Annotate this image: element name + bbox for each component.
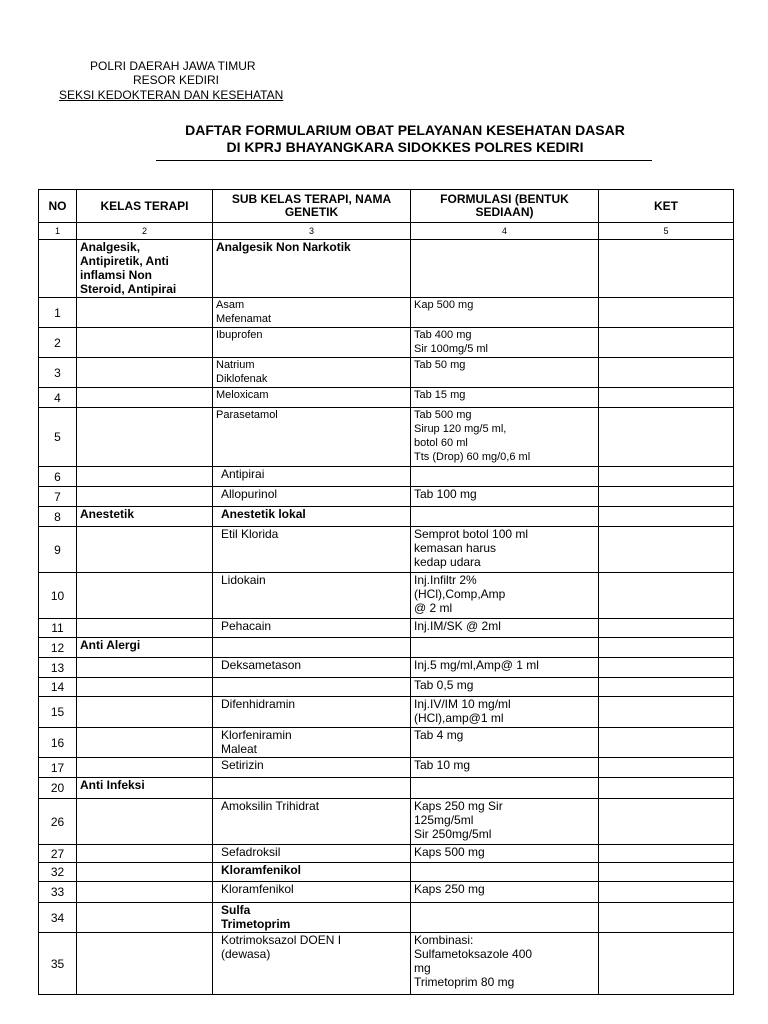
row-sub-kelas [213,638,411,658]
row-kelas-terapi [77,408,213,467]
row-no: 34 [39,903,77,933]
row-sub-kelas: Setirizin [213,758,411,778]
table-row [39,240,734,298]
table-row [39,728,734,758]
row-kelas-terapi [77,658,213,678]
table-row [39,487,734,507]
row-formulasi: Inj.IV/IM 10 mg/ml (HCl),amp@1 ml [411,697,599,728]
col-number: 3 [213,223,411,240]
row-kelas-terapi [77,388,213,408]
row-kelas-terapi [77,799,213,845]
row-ket [599,619,734,638]
row-ket [599,799,734,845]
row-kelas-terapi [77,728,213,758]
row-no: 14 [39,678,77,697]
row-ket [599,758,734,778]
row-ket [599,845,734,863]
row-sub-kelas: Difenhidramin [213,697,411,728]
row-sub-kelas: Allopurinol [213,487,411,507]
row-formulasi [411,467,599,487]
row-no: 15 [39,697,77,728]
table-row [39,328,734,358]
row-ket [599,697,734,728]
row-no: 17 [39,758,77,778]
row-formulasi [411,778,599,799]
row-no: 2 [39,328,77,358]
table-row [39,388,734,408]
row-no: 8 [39,507,77,527]
row-formulasi: Tab 400 mg Sir 100mg/5 ml [411,328,599,358]
row-kelas-terapi: Analgesik, Antipiretik, Anti inflamsi Non Steroid, Antipirai [77,240,213,298]
row-formulasi: Kaps 250 mg [411,882,599,903]
table-row [39,863,734,882]
row-no: 16 [39,728,77,758]
col-number: 5 [599,223,734,240]
row-formulasi [411,903,599,933]
row-no: 13 [39,658,77,678]
row-ket [599,778,734,799]
row-sub-kelas: Deksametason [213,658,411,678]
row-sub-kelas: Amoksilin Trihidrat [213,799,411,845]
row-ket [599,933,734,995]
table-row [39,845,734,863]
row-kelas-terapi [77,758,213,778]
table-row [39,697,734,728]
row-kelas-terapi [77,619,213,638]
row-ket [599,573,734,619]
row-no: 5 [39,408,77,467]
row-no: 11 [39,619,77,638]
col-number: 2 [77,223,213,240]
row-no: 26 [39,799,77,845]
row-formulasi [411,638,599,658]
header-ket: KET [599,190,734,223]
table-row [39,573,734,619]
row-formulasi [411,507,599,527]
table-row [39,298,734,328]
row-sub-kelas: Sefadroksil [213,845,411,863]
row-kelas-terapi [77,863,213,882]
row-kelas-terapi [77,573,213,619]
row-no: 7 [39,487,77,507]
header-sub-kelas-terapi: SUB KELAS TERAPI, NAMA GENETIK [213,190,411,223]
row-sub-kelas: Meloxicam [213,388,411,408]
row-no: 9 [39,527,77,573]
row-sub-kelas: Antipirai [213,467,411,487]
row-ket [599,678,734,697]
column-number-row [39,223,734,240]
row-formulasi: Tab 50 mg [411,358,599,388]
row-ket [599,388,734,408]
table-row [39,778,734,799]
org-line-1: POLRI DAERAH JAWA TIMUR [90,59,256,73]
row-kelas-terapi: Anti Alergi [77,638,213,658]
row-no [39,240,77,298]
row-no: 10 [39,573,77,619]
row-sub-kelas: Etil Klorida [213,527,411,573]
table-row [39,933,734,995]
table-row [39,678,734,697]
table-row [39,619,734,638]
row-no: 1 [39,298,77,328]
row-ket [599,358,734,388]
row-formulasi: Semprot botol 100 ml kemasan harus kedap udara [411,527,599,573]
row-ket [599,638,734,658]
row-no: 27 [39,845,77,863]
table-row [39,507,734,527]
row-sub-kelas: Kloramfenikol [213,882,411,903]
header-kelas-terapi: KELAS TERAPI [77,190,213,223]
row-kelas-terapi [77,328,213,358]
row-formulasi: Tab 4 mg [411,728,599,758]
row-ket [599,328,734,358]
document-title-line-1: DAFTAR FORMULARIUM OBAT PELAYANAN KESEHATAN DASAR [185,122,625,138]
title-underline [156,160,652,161]
row-formulasi [411,240,599,298]
table-row [39,408,734,467]
document-title-line-2: DI KPRJ BHAYANGKARA SIDOKKES POLRES KEDIRI [226,139,584,155]
row-kelas-terapi [77,678,213,697]
row-ket [599,728,734,758]
row-kelas-terapi: Anti Infeksi [77,778,213,799]
row-sub-kelas: Ibuprofen [213,328,411,358]
org-line-3: SEKSI KEDOKTERAN DAN KESEHATAN [59,88,284,102]
header-no: NO [39,190,77,223]
row-ket [599,903,734,933]
row-sub-kelas [213,778,411,799]
row-kelas-terapi: Anestetik [77,507,213,527]
row-ket [599,240,734,298]
row-kelas-terapi [77,527,213,573]
row-sub-kelas: Analgesik Non Narkotik [213,240,411,298]
row-no: 32 [39,863,77,882]
row-ket [599,507,734,527]
row-kelas-terapi [77,487,213,507]
table-row [39,658,734,678]
row-sub-kelas: Sulfa Trimetoprim [213,903,411,933]
row-ket [599,298,734,328]
row-no: 20 [39,778,77,799]
row-sub-kelas [213,678,411,697]
row-formulasi [411,863,599,882]
table-row [39,882,734,903]
row-ket [599,658,734,678]
row-kelas-terapi [77,467,213,487]
row-ket [599,467,734,487]
row-no: 33 [39,882,77,903]
table-row [39,467,734,487]
row-formulasi: Tab 500 mg Sirup 120 mg/5 ml, botol 60 ml Tts (Drop) 60 mg/0,6 ml [411,408,599,467]
row-formulasi: Tab 10 mg [411,758,599,778]
table-row [39,527,734,573]
row-sub-kelas: Natrium Diklofenak [213,358,411,388]
row-sub-kelas: Kotrimoksazol DOEN I (dewasa) [213,933,411,995]
org-line-2: RESOR KEDIRI [133,73,220,87]
row-formulasi: Kap 500 mg [411,298,599,328]
row-ket [599,882,734,903]
row-sub-kelas: Pehacain [213,619,411,638]
table-row [39,903,734,933]
table-row [39,358,734,388]
row-formulasi: Inj.5 mg/ml,Amp@ 1 ml [411,658,599,678]
table-row [39,758,734,778]
table-header-row [39,190,734,223]
row-kelas-terapi [77,298,213,328]
row-formulasi: Kaps 500 mg [411,845,599,863]
col-number: 4 [411,223,599,240]
row-formulasi: Tab 15 mg [411,388,599,408]
row-formulasi: Inj.Infiltr 2% (HCl),Comp,Amp @ 2 ml [411,573,599,619]
row-no: 35 [39,933,77,995]
table-row [39,799,734,845]
table-row [39,638,734,658]
row-sub-kelas: Asam Mefenamat [213,298,411,328]
formularium-table [38,189,734,995]
row-ket [599,487,734,507]
row-sub-kelas: Kloramfenikol [213,863,411,882]
header-formulasi: FORMULASI (BENTUK SEDIAAN) [411,190,599,223]
row-sub-kelas: Parasetamol [213,408,411,467]
col-number: 1 [39,223,77,240]
row-kelas-terapi [77,697,213,728]
row-kelas-terapi [77,358,213,388]
row-sub-kelas: Anestetik lokal [213,507,411,527]
row-ket [599,408,734,467]
row-formulasi: Kombinasi: Sulfametoksazole 400 mg Trimetoprim 80 mg [411,933,599,995]
row-formulasi: Tab 100 mg [411,487,599,507]
row-kelas-terapi [77,903,213,933]
row-ket [599,863,734,882]
row-no: 3 [39,358,77,388]
row-sub-kelas: Klorfeniramin Maleat [213,728,411,758]
row-kelas-terapi [77,882,213,903]
row-no: 4 [39,388,77,408]
row-sub-kelas: Lidokain [213,573,411,619]
row-formulasi: Kaps 250 mg Sir 125mg/5ml Sir 250mg/5ml [411,799,599,845]
row-formulasi: Inj.IM/SK @ 2ml [411,619,599,638]
row-formulasi: Tab 0,5 mg [411,678,599,697]
row-ket [599,527,734,573]
row-no: 12 [39,638,77,658]
row-no: 6 [39,467,77,487]
row-kelas-terapi [77,845,213,863]
row-kelas-terapi [77,933,213,995]
